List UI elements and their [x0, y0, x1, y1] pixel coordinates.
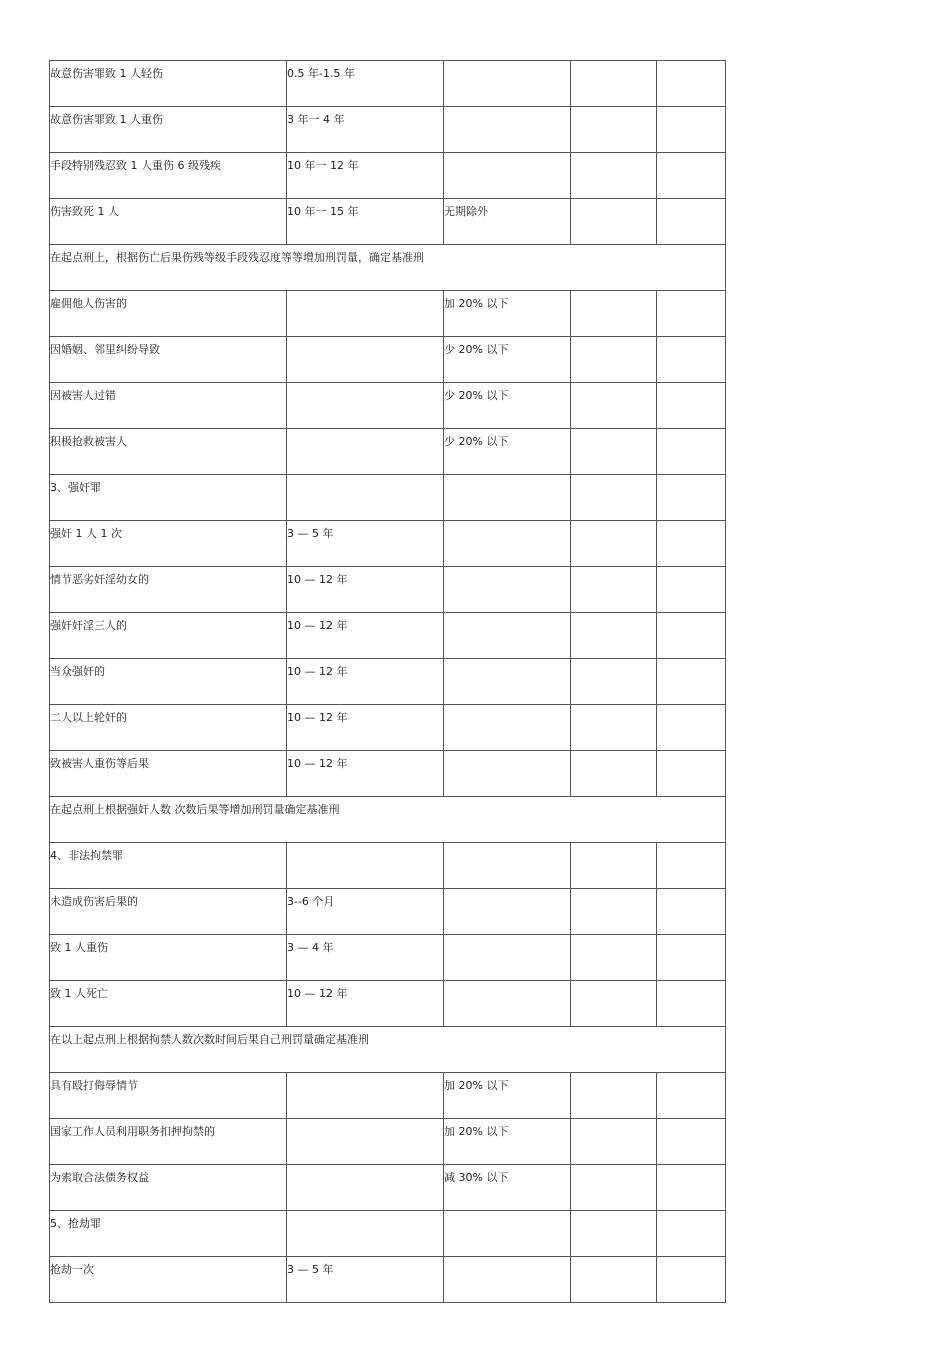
- blank-cell-a: [571, 1257, 657, 1303]
- adjustment-cell-text: [444, 751, 570, 757]
- adjustment-cell-text: 无期除外: [444, 205, 488, 218]
- blank-cell-b-text: [657, 613, 725, 619]
- blank-cell-a-text: [571, 613, 656, 619]
- blank-cell-b-text: [657, 1211, 725, 1217]
- blank-cell-a: [571, 613, 657, 659]
- blank-cell-a: [571, 751, 657, 797]
- blank-cell-a: [571, 1165, 657, 1211]
- item-cell: [50, 475, 287, 521]
- blank-cell-b: [657, 751, 726, 797]
- table-note-row: [50, 245, 726, 291]
- base-term-cell: [287, 291, 444, 337]
- base-term-cell-text: 3 — 5 年: [287, 527, 334, 540]
- base-term-cell: [287, 935, 444, 981]
- blank-cell-a-text: [571, 383, 656, 389]
- adjustment-cell: [444, 1119, 571, 1165]
- blank-cell-b: [657, 935, 726, 981]
- blank-cell-b: [657, 889, 726, 935]
- item-cell: [50, 1165, 287, 1211]
- blank-cell-b-text: [657, 521, 725, 527]
- base-term-cell-text: [287, 337, 443, 343]
- item-cell: [50, 199, 287, 245]
- blank-cell-b-text: [657, 1165, 725, 1171]
- item-cell: [50, 567, 287, 613]
- item-cell-text: 伤害致死 1 人: [50, 205, 119, 218]
- base-term-cell-text: 10 — 12 年: [287, 711, 348, 724]
- adjustment-cell-text: [444, 705, 570, 711]
- table-row: [50, 107, 726, 153]
- base-term-cell: [287, 889, 444, 935]
- blank-cell-b-text: [657, 659, 725, 665]
- base-term-cell-text: [287, 383, 443, 389]
- blank-cell-b: [657, 383, 726, 429]
- blank-cell-a: [571, 567, 657, 613]
- adjustment-cell: [444, 475, 571, 521]
- table-row: [50, 981, 726, 1027]
- blank-cell-a-text: [571, 475, 656, 481]
- table-note-row: [50, 1027, 726, 1073]
- item-cell-text: 具有殴打侮辱情节: [50, 1079, 138, 1092]
- blank-cell-a-text: [571, 429, 656, 435]
- blank-cell-a: [571, 291, 657, 337]
- adjustment-cell: [444, 889, 571, 935]
- adjustment-cell-text: 加 20% 以下: [444, 1125, 509, 1138]
- item-cell-text: 因婚姻、邻里纠纷导致: [50, 343, 160, 356]
- table-row: [50, 475, 726, 521]
- adjustment-cell-text: 加 20% 以下: [444, 297, 509, 310]
- adjustment-cell-text: 加 20% 以下: [444, 1079, 509, 1092]
- adjustment-cell: [444, 751, 571, 797]
- table-row: [50, 567, 726, 613]
- blank-cell-a-text: [571, 337, 656, 343]
- adjustment-cell: [444, 567, 571, 613]
- table-row: [50, 659, 726, 705]
- base-term-cell: [287, 383, 444, 429]
- item-cell-text: 抢劫一次: [50, 1263, 94, 1276]
- base-term-cell-text: 10 年一 12 年: [287, 159, 359, 172]
- blank-cell-b: [657, 1073, 726, 1119]
- item-cell: [50, 153, 287, 199]
- adjustment-cell: [444, 705, 571, 751]
- blank-cell-b-text: [657, 751, 725, 757]
- base-term-cell-text: 3 — 4 年: [287, 941, 334, 954]
- base-term-cell-text: 10 — 12 年: [287, 987, 348, 1000]
- blank-cell-a: [571, 843, 657, 889]
- blank-cell-a: [571, 705, 657, 751]
- blank-cell-a: [571, 521, 657, 567]
- base-term-cell: [287, 153, 444, 199]
- adjustment-cell-text: [444, 935, 570, 941]
- table-row: [50, 61, 726, 107]
- blank-cell-a-text: [571, 1165, 656, 1171]
- item-cell: [50, 383, 287, 429]
- adjustment-cell: [444, 337, 571, 383]
- base-term-cell: [287, 1165, 444, 1211]
- base-term-cell-text: [287, 475, 443, 481]
- blank-cell-a: [571, 981, 657, 1027]
- item-cell-text: 国家工作人员利用职务扣押拘禁的: [50, 1125, 215, 1138]
- blank-cell-a: [571, 475, 657, 521]
- table-row: [50, 521, 726, 567]
- adjustment-cell-text: [444, 107, 570, 113]
- base-term-cell: [287, 61, 444, 107]
- table-row: [50, 383, 726, 429]
- base-term-cell-text: [287, 1073, 443, 1079]
- item-cell: [50, 429, 287, 475]
- adjustment-cell: [444, 521, 571, 567]
- blank-cell-a: [571, 429, 657, 475]
- blank-cell-b-text: [657, 1257, 725, 1263]
- item-cell-text: 因被害人过错: [50, 389, 116, 402]
- blank-cell-a-text: [571, 567, 656, 573]
- table-row: [50, 705, 726, 751]
- base-term-cell: [287, 843, 444, 889]
- note-cell: [50, 797, 726, 843]
- blank-cell-a: [571, 107, 657, 153]
- base-term-cell: [287, 659, 444, 705]
- base-term-cell-text: [287, 291, 443, 297]
- blank-cell-b-text: [657, 337, 725, 343]
- blank-cell-a: [571, 935, 657, 981]
- adjustment-cell: [444, 1211, 571, 1257]
- blank-cell-b: [657, 843, 726, 889]
- blank-cell-b-text: [657, 843, 725, 849]
- item-cell-text: 情节恶劣奸淫幼女的: [50, 573, 149, 586]
- table-row: [50, 843, 726, 889]
- item-cell-text: 雇佣他人伤害的: [50, 297, 127, 310]
- item-cell-text: 4、非法拘禁罪: [50, 849, 123, 862]
- base-term-cell-text: 3--6 个月: [287, 895, 335, 908]
- item-cell: [50, 1119, 287, 1165]
- blank-cell-b-text: [657, 935, 725, 941]
- base-term-cell: [287, 429, 444, 475]
- table-row: [50, 1073, 726, 1119]
- blank-cell-b-text: [657, 429, 725, 435]
- table-row: [50, 613, 726, 659]
- blank-cell-a: [571, 1211, 657, 1257]
- item-cell-text: 强奸 1 人 1 次: [50, 527, 122, 540]
- blank-cell-a-text: [571, 705, 656, 711]
- adjustment-cell-text: 减 30% 以下: [444, 1171, 509, 1184]
- item-cell-text: 二人以上轮奸的: [50, 711, 127, 724]
- table-row: [50, 1119, 726, 1165]
- base-term-cell-text: 10 年一 15 年: [287, 205, 359, 218]
- sentencing-table: [49, 60, 726, 1303]
- blank-cell-b: [657, 61, 726, 107]
- base-term-cell: [287, 199, 444, 245]
- adjustment-cell: [444, 199, 571, 245]
- blank-cell-a-text: [571, 199, 656, 205]
- blank-cell-b-text: [657, 981, 725, 987]
- blank-cell-a: [571, 61, 657, 107]
- adjustment-cell: [444, 107, 571, 153]
- base-term-cell: [287, 337, 444, 383]
- item-cell-text: 故意伤害罪致 1 人重伤: [50, 113, 163, 126]
- table-row: [50, 935, 726, 981]
- item-cell-text: 故意伤害罪致 1 人轻伤: [50, 67, 163, 80]
- blank-cell-a-text: [571, 1257, 656, 1263]
- blank-cell-a-text: [571, 981, 656, 987]
- adjustment-cell: [444, 291, 571, 337]
- note-cell: [50, 1027, 726, 1073]
- base-term-cell: [287, 1211, 444, 1257]
- item-cell-text: 当众强奸的: [50, 665, 105, 678]
- base-term-cell-text: [287, 843, 443, 849]
- base-term-cell-text: 10 — 12 年: [287, 573, 348, 586]
- blank-cell-b: [657, 1257, 726, 1303]
- note-cell-text: 在起点刑上，根据伤亡后果伤残等级手段残忍度等等增加刑罚量，确定基准刑: [50, 251, 424, 264]
- adjustment-cell-text: [444, 843, 570, 849]
- item-cell: [50, 705, 287, 751]
- table-row: [50, 153, 726, 199]
- table-row: [50, 1211, 726, 1257]
- adjustment-cell-text: 少 20% 以下: [444, 389, 509, 402]
- item-cell-text: 致 1 人死亡: [50, 987, 108, 1000]
- table-row: [50, 1257, 726, 1303]
- blank-cell-b: [657, 107, 726, 153]
- adjustment-cell: [444, 935, 571, 981]
- table-row: [50, 889, 726, 935]
- item-cell: [50, 981, 287, 1027]
- blank-cell-a-text: [571, 751, 656, 757]
- blank-cell-a-text: [571, 843, 656, 849]
- base-term-cell: [287, 1119, 444, 1165]
- item-cell-text: 手段特别残忍致 1 人重伤 6 级残疾: [50, 159, 221, 172]
- base-term-cell: [287, 107, 444, 153]
- table-row: [50, 337, 726, 383]
- item-cell: [50, 521, 287, 567]
- item-cell: [50, 1257, 287, 1303]
- table-row: [50, 291, 726, 337]
- blank-cell-b-text: [657, 567, 725, 573]
- base-term-cell-text: [287, 429, 443, 435]
- item-cell-text: 致被害人重伤等后果: [50, 757, 149, 770]
- item-cell: [50, 107, 287, 153]
- base-term-cell: [287, 1257, 444, 1303]
- blank-cell-a: [571, 153, 657, 199]
- item-cell-text: 致 1 人重伤: [50, 941, 108, 954]
- adjustment-cell-text: [444, 153, 570, 159]
- base-term-cell: [287, 613, 444, 659]
- adjustment-cell: [444, 383, 571, 429]
- blank-cell-b-text: [657, 705, 725, 711]
- base-term-cell: [287, 521, 444, 567]
- blank-cell-a-text: [571, 1211, 656, 1217]
- item-cell: [50, 751, 287, 797]
- adjustment-cell: [444, 1165, 571, 1211]
- table-body: [50, 61, 726, 1303]
- blank-cell-b: [657, 567, 726, 613]
- base-term-cell-text: 10 — 12 年: [287, 757, 348, 770]
- blank-cell-a-text: [571, 153, 656, 159]
- adjustment-cell-text: 少 20% 以下: [444, 435, 509, 448]
- adjustment-cell-text: [444, 1211, 570, 1217]
- base-term-cell: [287, 475, 444, 521]
- adjustment-cell-text: 少 20% 以下: [444, 343, 509, 356]
- adjustment-cell: [444, 843, 571, 889]
- base-term-cell-text: 3 — 5 年: [287, 1263, 334, 1276]
- blank-cell-b-text: [657, 1073, 725, 1079]
- blank-cell-a-text: [571, 935, 656, 941]
- item-cell: [50, 889, 287, 935]
- base-term-cell: [287, 567, 444, 613]
- blank-cell-b: [657, 475, 726, 521]
- table-row: [50, 199, 726, 245]
- blank-cell-a: [571, 383, 657, 429]
- base-term-cell-text: [287, 1119, 443, 1125]
- item-cell: [50, 613, 287, 659]
- blank-cell-b: [657, 521, 726, 567]
- blank-cell-a: [571, 659, 657, 705]
- base-term-cell: [287, 1073, 444, 1119]
- blank-cell-b: [657, 1211, 726, 1257]
- item-cell: [50, 935, 287, 981]
- item-cell-text: 强奸奸淫三人的: [50, 619, 127, 632]
- blank-cell-b-text: [657, 153, 725, 159]
- blank-cell-b: [657, 153, 726, 199]
- adjustment-cell: [444, 429, 571, 475]
- note-cell: [50, 245, 726, 291]
- item-cell-text: 5、抢劫罪: [50, 1217, 101, 1230]
- adjustment-cell: [444, 1073, 571, 1119]
- adjustment-cell-text: [444, 981, 570, 987]
- adjustment-cell-text: [444, 1257, 570, 1263]
- note-cell-text: 在以上起点刑上根据拘禁人数次数时间后果自己刑罚量确定基准刑: [50, 1033, 369, 1046]
- adjustment-cell-text: [444, 521, 570, 527]
- base-term-cell: [287, 751, 444, 797]
- blank-cell-a-text: [571, 1073, 656, 1079]
- adjustment-cell-text: [444, 61, 570, 67]
- blank-cell-b-text: [657, 107, 725, 113]
- adjustment-cell-text: [444, 567, 570, 573]
- adjustment-cell: [444, 659, 571, 705]
- blank-cell-a: [571, 199, 657, 245]
- blank-cell-a-text: [571, 107, 656, 113]
- blank-cell-a-text: [571, 291, 656, 297]
- blank-cell-b: [657, 705, 726, 751]
- blank-cell-b: [657, 981, 726, 1027]
- blank-cell-b-text: [657, 199, 725, 205]
- base-term-cell-text: [287, 1165, 443, 1171]
- base-term-cell: [287, 705, 444, 751]
- blank-cell-b: [657, 613, 726, 659]
- blank-cell-a: [571, 1073, 657, 1119]
- item-cell: [50, 337, 287, 383]
- adjustment-cell: [444, 613, 571, 659]
- adjustment-cell-text: [444, 889, 570, 895]
- adjustment-cell: [444, 1257, 571, 1303]
- item-cell-text: 积极抢救被害人: [50, 435, 127, 448]
- blank-cell-b: [657, 1165, 726, 1211]
- blank-cell-b-text: [657, 61, 725, 67]
- base-term-cell-text: 3 年一 4 年: [287, 113, 345, 126]
- adjustment-cell-text: [444, 613, 570, 619]
- item-cell-text: 3、强奸罪: [50, 481, 101, 494]
- blank-cell-a-text: [571, 521, 656, 527]
- table-row: [50, 429, 726, 475]
- item-cell-text: 为索取合法债务权益: [50, 1171, 149, 1184]
- base-term-cell-text: 10 — 12 年: [287, 619, 348, 632]
- adjustment-cell-text: [444, 659, 570, 665]
- blank-cell-b-text: [657, 383, 725, 389]
- table-note-row: [50, 797, 726, 843]
- blank-cell-b: [657, 1119, 726, 1165]
- item-cell: [50, 291, 287, 337]
- blank-cell-b: [657, 199, 726, 245]
- blank-cell-b: [657, 337, 726, 383]
- blank-cell-b-text: [657, 291, 725, 297]
- item-cell: [50, 659, 287, 705]
- blank-cell-b: [657, 291, 726, 337]
- item-cell: [50, 1211, 287, 1257]
- base-term-cell-text: 10 — 12 年: [287, 665, 348, 678]
- blank-cell-a-text: [571, 61, 656, 67]
- blank-cell-a-text: [571, 1119, 656, 1125]
- base-term-cell-text: [287, 1211, 443, 1217]
- blank-cell-b-text: [657, 889, 725, 895]
- blank-cell-b-text: [657, 1119, 725, 1125]
- base-term-cell-text: 0.5 年-1.5 年: [287, 67, 355, 80]
- item-cell: [50, 61, 287, 107]
- adjustment-cell: [444, 153, 571, 199]
- item-cell: [50, 1073, 287, 1119]
- item-cell: [50, 843, 287, 889]
- blank-cell-a: [571, 337, 657, 383]
- blank-cell-a: [571, 1119, 657, 1165]
- blank-cell-b: [657, 429, 726, 475]
- blank-cell-a-text: [571, 659, 656, 665]
- blank-cell-a-text: [571, 889, 656, 895]
- base-term-cell: [287, 981, 444, 1027]
- note-cell-text: 在起点刑上根据强奸人数 次数后果等增加刑罚量确定基准刑: [50, 803, 340, 816]
- adjustment-cell-text: [444, 475, 570, 481]
- table-row: [50, 1165, 726, 1211]
- blank-cell-b-text: [657, 475, 725, 481]
- blank-cell-a: [571, 889, 657, 935]
- adjustment-cell: [444, 981, 571, 1027]
- blank-cell-b: [657, 659, 726, 705]
- table-row: [50, 751, 726, 797]
- item-cell-text: 未造成伤害后果的: [50, 895, 138, 908]
- adjustment-cell: [444, 61, 571, 107]
